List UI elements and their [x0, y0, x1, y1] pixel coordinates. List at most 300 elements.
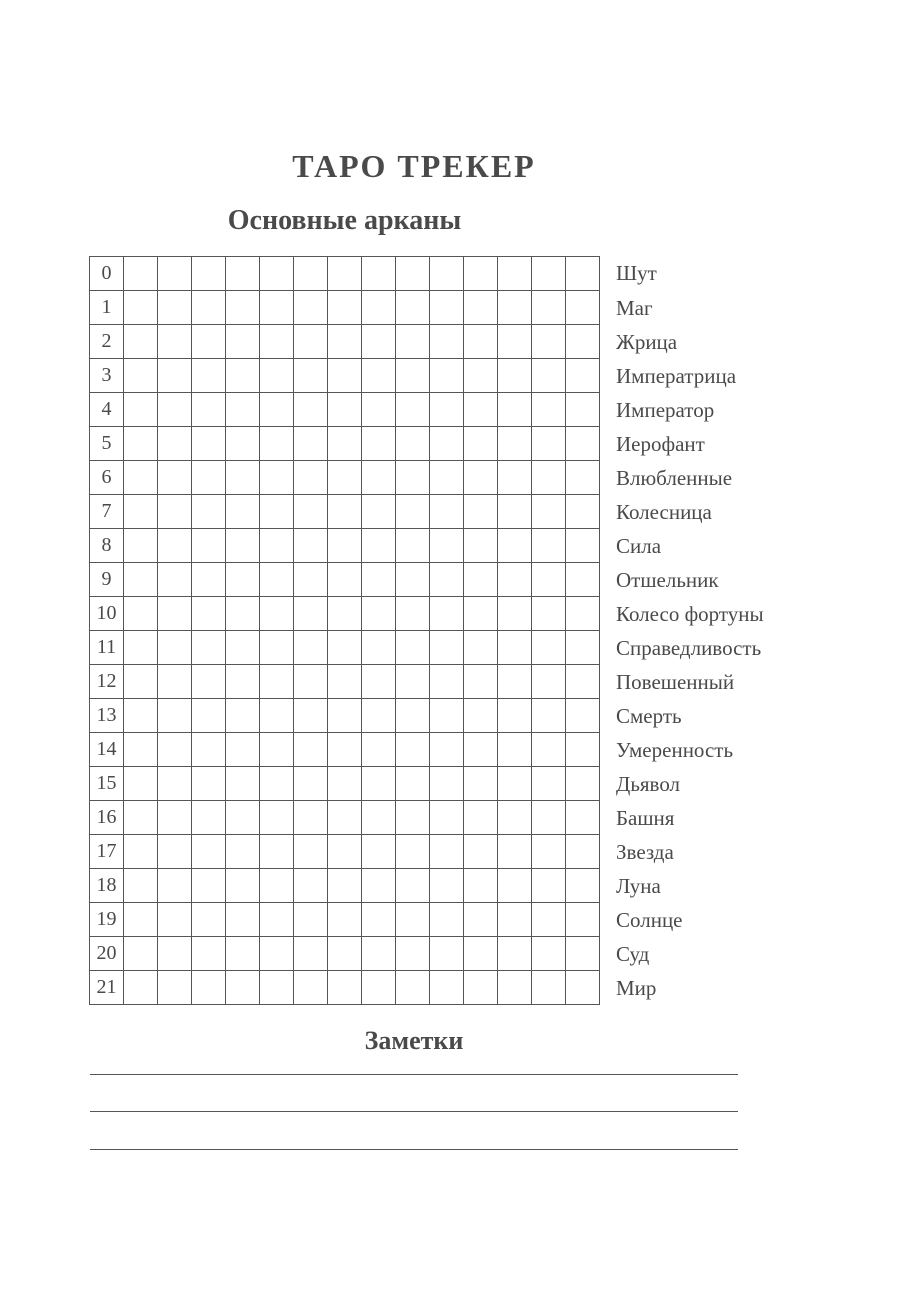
track-cell[interactable]: [260, 393, 294, 427]
track-cell[interactable]: [430, 699, 464, 733]
track-cell[interactable]: [328, 563, 362, 597]
track-cell[interactable]: [124, 869, 158, 903]
track-cell[interactable]: [532, 325, 566, 359]
track-cell[interactable]: [328, 427, 362, 461]
track-cell[interactable]: [464, 767, 498, 801]
track-cell[interactable]: [226, 801, 260, 835]
track-cell[interactable]: [532, 495, 566, 529]
track-cell[interactable]: [430, 801, 464, 835]
track-cell[interactable]: [464, 461, 498, 495]
track-cell[interactable]: [532, 903, 566, 937]
track-cell[interactable]: [362, 291, 396, 325]
track-cell[interactable]: [498, 257, 532, 291]
track-cell[interactable]: [260, 597, 294, 631]
track-cell[interactable]: [396, 325, 430, 359]
track-cell[interactable]: [192, 257, 226, 291]
track-cell[interactable]: [328, 495, 362, 529]
track-cell[interactable]: [498, 631, 532, 665]
track-cell[interactable]: [362, 257, 396, 291]
track-cell[interactable]: [294, 495, 328, 529]
track-cell[interactable]: [192, 529, 226, 563]
track-cell[interactable]: [328, 903, 362, 937]
track-cell[interactable]: [192, 291, 226, 325]
track-cell[interactable]: [192, 699, 226, 733]
track-cell[interactable]: [294, 427, 328, 461]
track-cell[interactable]: [226, 835, 260, 869]
track-cell[interactable]: [124, 665, 158, 699]
track-cell[interactable]: [124, 699, 158, 733]
track-cell[interactable]: [226, 291, 260, 325]
track-cell[interactable]: [498, 903, 532, 937]
track-cell[interactable]: [396, 359, 430, 393]
track-cell[interactable]: [124, 767, 158, 801]
track-cell[interactable]: [430, 291, 464, 325]
track-cell[interactable]: [464, 427, 498, 461]
track-cell[interactable]: [464, 665, 498, 699]
track-cell[interactable]: [498, 733, 532, 767]
track-cell[interactable]: [532, 359, 566, 393]
track-cell[interactable]: [532, 835, 566, 869]
track-cell[interactable]: [328, 869, 362, 903]
track-cell[interactable]: [498, 835, 532, 869]
track-cell[interactable]: [294, 563, 328, 597]
track-cell[interactable]: [328, 631, 362, 665]
track-cell[interactable]: [260, 801, 294, 835]
track-cell[interactable]: [532, 869, 566, 903]
track-cell[interactable]: [464, 971, 498, 1005]
track-cell[interactable]: [328, 767, 362, 801]
track-cell[interactable]: [294, 971, 328, 1005]
track-cell[interactable]: [260, 665, 294, 699]
track-cell[interactable]: [328, 393, 362, 427]
track-cell[interactable]: [192, 665, 226, 699]
track-cell[interactable]: [498, 427, 532, 461]
track-cell[interactable]: [464, 257, 498, 291]
track-cell[interactable]: [566, 393, 600, 427]
track-cell[interactable]: [260, 767, 294, 801]
track-cell[interactable]: [396, 835, 430, 869]
track-cell[interactable]: [566, 835, 600, 869]
track-cell[interactable]: [464, 291, 498, 325]
track-cell[interactable]: [430, 529, 464, 563]
track-cell[interactable]: [328, 257, 362, 291]
track-cell[interactable]: [566, 869, 600, 903]
track-cell[interactable]: [294, 835, 328, 869]
track-cell[interactable]: [566, 631, 600, 665]
track-cell[interactable]: [260, 835, 294, 869]
track-cell[interactable]: [192, 733, 226, 767]
track-cell[interactable]: [430, 563, 464, 597]
track-cell[interactable]: [566, 495, 600, 529]
track-cell[interactable]: [328, 733, 362, 767]
track-cell[interactable]: [226, 257, 260, 291]
track-cell[interactable]: [532, 801, 566, 835]
track-cell[interactable]: [464, 937, 498, 971]
track-cell[interactable]: [396, 427, 430, 461]
track-cell[interactable]: [192, 801, 226, 835]
track-cell[interactable]: [260, 359, 294, 393]
track-cell[interactable]: [362, 937, 396, 971]
track-cell[interactable]: [260, 461, 294, 495]
track-cell[interactable]: [226, 325, 260, 359]
track-cell[interactable]: [396, 597, 430, 631]
track-cell[interactable]: [328, 699, 362, 733]
track-cell[interactable]: [158, 393, 192, 427]
track-cell[interactable]: [566, 903, 600, 937]
track-cell[interactable]: [226, 393, 260, 427]
track-cell[interactable]: [396, 937, 430, 971]
track-cell[interactable]: [124, 427, 158, 461]
track-cell[interactable]: [328, 359, 362, 393]
track-cell[interactable]: [498, 665, 532, 699]
track-cell[interactable]: [566, 971, 600, 1005]
track-cell[interactable]: [124, 291, 158, 325]
track-cell[interactable]: [158, 869, 192, 903]
track-cell[interactable]: [158, 801, 192, 835]
track-cell[interactable]: [294, 869, 328, 903]
track-cell[interactable]: [566, 767, 600, 801]
track-cell[interactable]: [158, 427, 192, 461]
track-cell[interactable]: [192, 325, 226, 359]
track-cell[interactable]: [158, 359, 192, 393]
track-cell[interactable]: [362, 461, 396, 495]
track-cell[interactable]: [226, 733, 260, 767]
track-cell[interactable]: [464, 869, 498, 903]
track-cell[interactable]: [532, 291, 566, 325]
track-cell[interactable]: [124, 971, 158, 1005]
track-cell[interactable]: [498, 869, 532, 903]
track-cell[interactable]: [430, 393, 464, 427]
track-cell[interactable]: [192, 835, 226, 869]
track-cell[interactable]: [532, 767, 566, 801]
track-cell[interactable]: [294, 665, 328, 699]
track-cell[interactable]: [192, 461, 226, 495]
track-cell[interactable]: [124, 733, 158, 767]
track-cell[interactable]: [226, 563, 260, 597]
track-cell[interactable]: [158, 563, 192, 597]
track-cell[interactable]: [362, 495, 396, 529]
track-cell[interactable]: [158, 937, 192, 971]
track-cell[interactable]: [328, 665, 362, 699]
track-cell[interactable]: [124, 393, 158, 427]
track-cell[interactable]: [260, 257, 294, 291]
track-cell[interactable]: [158, 699, 192, 733]
track-cell[interactable]: [260, 325, 294, 359]
track-cell[interactable]: [362, 597, 396, 631]
track-cell[interactable]: [396, 665, 430, 699]
track-cell[interactable]: [430, 461, 464, 495]
track-cell[interactable]: [396, 903, 430, 937]
track-cell[interactable]: [328, 291, 362, 325]
track-cell[interactable]: [192, 631, 226, 665]
track-cell[interactable]: [226, 495, 260, 529]
track-cell[interactable]: [532, 563, 566, 597]
track-cell[interactable]: [566, 529, 600, 563]
track-cell[interactable]: [260, 733, 294, 767]
track-cell[interactable]: [396, 291, 430, 325]
track-cell[interactable]: [396, 699, 430, 733]
track-cell[interactable]: [124, 359, 158, 393]
track-cell[interactable]: [430, 971, 464, 1005]
track-cell[interactable]: [328, 325, 362, 359]
track-cell[interactable]: [158, 325, 192, 359]
track-cell[interactable]: [532, 529, 566, 563]
track-cell[interactable]: [396, 563, 430, 597]
track-cell[interactable]: [396, 971, 430, 1005]
track-cell[interactable]: [158, 665, 192, 699]
track-cell[interactable]: [532, 665, 566, 699]
track-cell[interactable]: [260, 427, 294, 461]
track-cell[interactable]: [124, 461, 158, 495]
track-cell[interactable]: [294, 937, 328, 971]
track-cell[interactable]: [328, 529, 362, 563]
track-cell[interactable]: [464, 359, 498, 393]
track-cell[interactable]: [532, 971, 566, 1005]
track-cell[interactable]: [498, 325, 532, 359]
track-cell[interactable]: [532, 733, 566, 767]
track-cell[interactable]: [498, 971, 532, 1005]
track-cell[interactable]: [294, 903, 328, 937]
track-cell[interactable]: [192, 393, 226, 427]
track-cell[interactable]: [430, 325, 464, 359]
track-cell[interactable]: [260, 291, 294, 325]
track-cell[interactable]: [532, 597, 566, 631]
track-cell[interactable]: [294, 325, 328, 359]
track-cell[interactable]: [260, 529, 294, 563]
track-cell[interactable]: [430, 427, 464, 461]
track-cell[interactable]: [430, 495, 464, 529]
track-cell[interactable]: [158, 257, 192, 291]
track-cell[interactable]: [192, 767, 226, 801]
track-cell[interactable]: [464, 563, 498, 597]
track-cell[interactable]: [362, 835, 396, 869]
track-cell[interactable]: [192, 903, 226, 937]
track-cell[interactable]: [362, 869, 396, 903]
track-cell[interactable]: [192, 869, 226, 903]
track-cell[interactable]: [328, 801, 362, 835]
track-cell[interactable]: [430, 937, 464, 971]
track-cell[interactable]: [566, 325, 600, 359]
track-cell[interactable]: [464, 903, 498, 937]
track-cell[interactable]: [124, 495, 158, 529]
track-cell[interactable]: [396, 869, 430, 903]
track-cell[interactable]: [464, 597, 498, 631]
track-cell[interactable]: [362, 665, 396, 699]
track-cell[interactable]: [396, 801, 430, 835]
track-cell[interactable]: [532, 699, 566, 733]
track-cell[interactable]: [328, 835, 362, 869]
track-cell[interactable]: [566, 597, 600, 631]
track-cell[interactable]: [498, 563, 532, 597]
track-cell[interactable]: [260, 903, 294, 937]
track-cell[interactable]: [124, 257, 158, 291]
track-cell[interactable]: [226, 869, 260, 903]
track-cell[interactable]: [532, 257, 566, 291]
track-cell[interactable]: [192, 597, 226, 631]
track-cell[interactable]: [566, 665, 600, 699]
track-cell[interactable]: [498, 597, 532, 631]
track-cell[interactable]: [362, 529, 396, 563]
track-cell[interactable]: [566, 937, 600, 971]
track-cell[interactable]: [566, 257, 600, 291]
track-cell[interactable]: [532, 937, 566, 971]
track-cell[interactable]: [192, 427, 226, 461]
track-cell[interactable]: [498, 461, 532, 495]
track-cell[interactable]: [396, 257, 430, 291]
notes-line[interactable]: [90, 1037, 738, 1075]
track-cell[interactable]: [158, 291, 192, 325]
track-cell[interactable]: [362, 325, 396, 359]
track-cell[interactable]: [294, 461, 328, 495]
track-cell[interactable]: [226, 699, 260, 733]
track-cell[interactable]: [158, 733, 192, 767]
track-cell[interactable]: [362, 359, 396, 393]
track-cell[interactable]: [158, 971, 192, 1005]
track-cell[interactable]: [294, 393, 328, 427]
track-cell[interactable]: [566, 699, 600, 733]
track-cell[interactable]: [362, 563, 396, 597]
track-cell[interactable]: [158, 461, 192, 495]
track-cell[interactable]: [192, 971, 226, 1005]
track-cell[interactable]: [566, 427, 600, 461]
track-cell[interactable]: [396, 631, 430, 665]
track-cell[interactable]: [396, 529, 430, 563]
track-cell[interactable]: [362, 393, 396, 427]
track-cell[interactable]: [396, 767, 430, 801]
track-cell[interactable]: [192, 937, 226, 971]
track-cell[interactable]: [328, 597, 362, 631]
notes-line[interactable]: [90, 1112, 738, 1150]
track-cell[interactable]: [362, 767, 396, 801]
track-cell[interactable]: [158, 631, 192, 665]
track-cell[interactable]: [124, 529, 158, 563]
track-cell[interactable]: [362, 971, 396, 1005]
track-cell[interactable]: [464, 733, 498, 767]
track-cell[interactable]: [396, 393, 430, 427]
track-cell[interactable]: [498, 393, 532, 427]
track-cell[interactable]: [328, 971, 362, 1005]
track-cell[interactable]: [260, 631, 294, 665]
track-cell[interactable]: [294, 801, 328, 835]
track-cell[interactable]: [294, 257, 328, 291]
track-cell[interactable]: [226, 597, 260, 631]
track-cell[interactable]: [464, 393, 498, 427]
track-cell[interactable]: [226, 971, 260, 1005]
track-cell[interactable]: [124, 903, 158, 937]
track-cell[interactable]: [226, 665, 260, 699]
track-cell[interactable]: [226, 359, 260, 393]
track-cell[interactable]: [362, 631, 396, 665]
track-cell[interactable]: [532, 631, 566, 665]
track-cell[interactable]: [226, 937, 260, 971]
track-cell[interactable]: [498, 699, 532, 733]
track-cell[interactable]: [430, 869, 464, 903]
track-cell[interactable]: [498, 937, 532, 971]
track-cell[interactable]: [294, 291, 328, 325]
track-cell[interactable]: [124, 563, 158, 597]
track-cell[interactable]: [396, 733, 430, 767]
track-cell[interactable]: [158, 767, 192, 801]
track-cell[interactable]: [124, 937, 158, 971]
track-cell[interactable]: [464, 835, 498, 869]
track-cell[interactable]: [464, 699, 498, 733]
track-cell[interactable]: [430, 631, 464, 665]
track-cell[interactable]: [566, 291, 600, 325]
track-cell[interactable]: [464, 495, 498, 529]
track-cell[interactable]: [498, 291, 532, 325]
track-cell[interactable]: [566, 733, 600, 767]
track-cell[interactable]: [260, 869, 294, 903]
track-cell[interactable]: [158, 529, 192, 563]
track-cell[interactable]: [192, 359, 226, 393]
track-cell[interactable]: [498, 359, 532, 393]
track-cell[interactable]: [328, 461, 362, 495]
track-cell[interactable]: [226, 529, 260, 563]
track-cell[interactable]: [430, 835, 464, 869]
track-cell[interactable]: [362, 699, 396, 733]
track-cell[interactable]: [158, 597, 192, 631]
track-cell[interactable]: [328, 937, 362, 971]
track-cell[interactable]: [226, 461, 260, 495]
track-cell[interactable]: [464, 631, 498, 665]
track-cell[interactable]: [124, 835, 158, 869]
track-cell[interactable]: [260, 495, 294, 529]
track-cell[interactable]: [464, 801, 498, 835]
track-cell[interactable]: [260, 699, 294, 733]
track-cell[interactable]: [362, 903, 396, 937]
track-cell[interactable]: [498, 801, 532, 835]
track-cell[interactable]: [430, 903, 464, 937]
track-cell[interactable]: [566, 359, 600, 393]
track-cell[interactable]: [158, 903, 192, 937]
track-cell[interactable]: [124, 631, 158, 665]
track-cell[interactable]: [498, 495, 532, 529]
track-cell[interactable]: [192, 495, 226, 529]
track-cell[interactable]: [226, 631, 260, 665]
track-cell[interactable]: [260, 563, 294, 597]
track-cell[interactable]: [226, 427, 260, 461]
track-cell[interactable]: [294, 597, 328, 631]
track-cell[interactable]: [260, 937, 294, 971]
track-cell[interactable]: [532, 427, 566, 461]
notes-line[interactable]: [90, 1075, 738, 1113]
track-cell[interactable]: [192, 563, 226, 597]
track-cell[interactable]: [430, 597, 464, 631]
track-cell[interactable]: [226, 767, 260, 801]
track-cell[interactable]: [566, 563, 600, 597]
track-cell[interactable]: [430, 359, 464, 393]
track-cell[interactable]: [532, 461, 566, 495]
track-cell[interactable]: [430, 665, 464, 699]
track-cell[interactable]: [498, 529, 532, 563]
track-cell[interactable]: [430, 733, 464, 767]
track-cell[interactable]: [362, 427, 396, 461]
track-cell[interactable]: [124, 597, 158, 631]
track-cell[interactable]: [294, 631, 328, 665]
track-cell[interactable]: [396, 495, 430, 529]
track-cell[interactable]: [294, 529, 328, 563]
track-cell[interactable]: [464, 529, 498, 563]
track-cell[interactable]: [430, 257, 464, 291]
track-cell[interactable]: [362, 801, 396, 835]
track-cell[interactable]: [124, 801, 158, 835]
track-cell[interactable]: [396, 461, 430, 495]
track-cell[interactable]: [294, 767, 328, 801]
track-cell[interactable]: [158, 495, 192, 529]
track-cell[interactable]: [362, 733, 396, 767]
track-cell[interactable]: [226, 903, 260, 937]
track-cell[interactable]: [498, 767, 532, 801]
